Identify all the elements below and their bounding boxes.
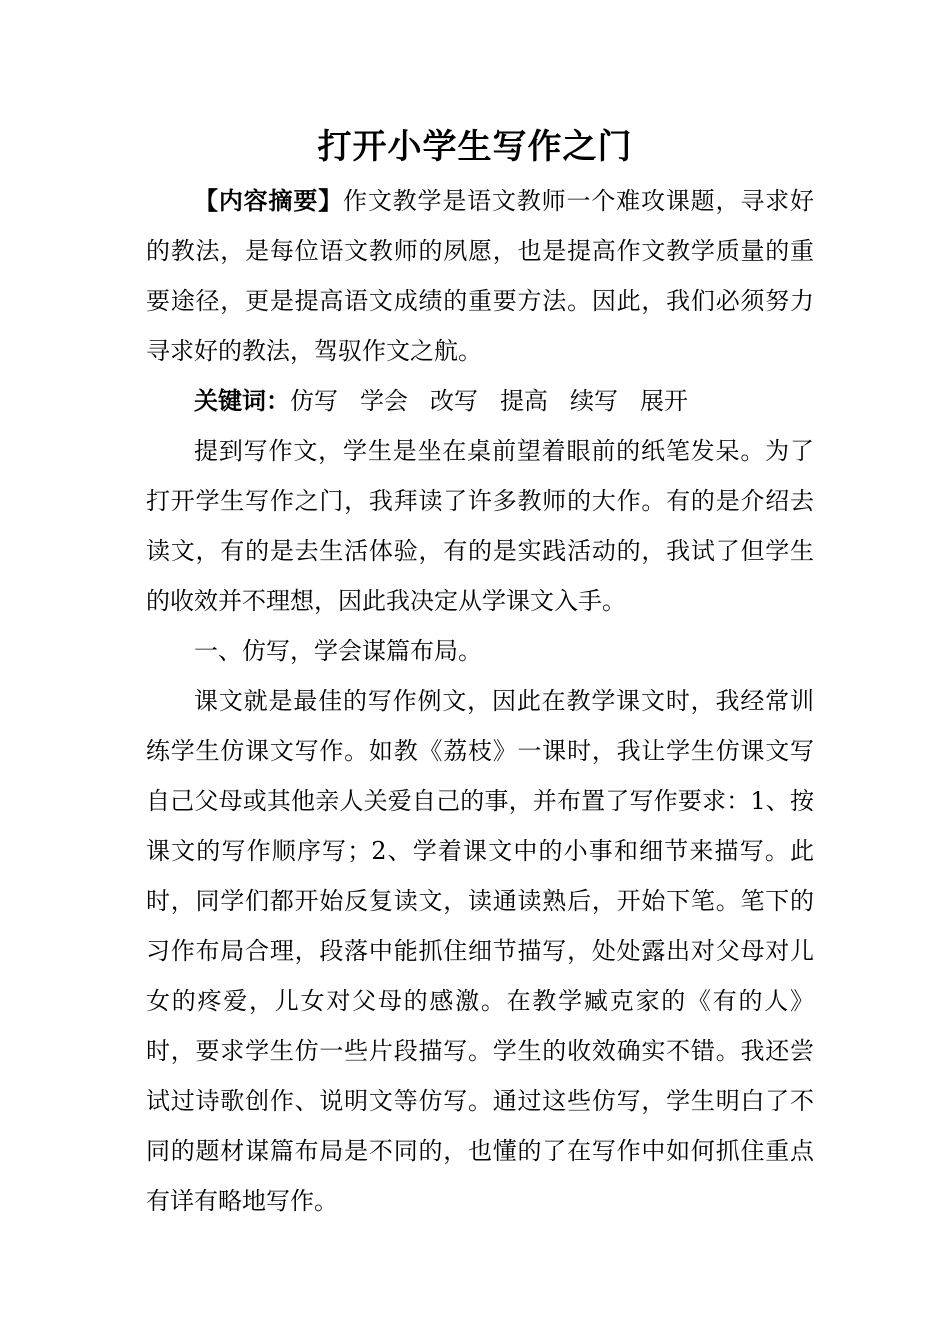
document-title: 打开小学生写作之门 <box>317 127 633 167</box>
keyword-item: 续写 <box>570 387 618 415</box>
document-body <box>146 176 814 1226</box>
keyword-item: 仿写 <box>290 387 338 415</box>
keyword-item: 学会 <box>360 387 408 415</box>
body-paragraph: 提到写作文，学生是坐在桌前望着眼前的纸笔发呆。为了打开学生写作之门，我拜读了许多教师的大作。有的是介绍去读文，有的是去生活体验，有的是实践活动的，我试了但学生的收效并不理想，因此我决定从学课文入手。 <box>146 437 814 615</box>
abstract-paragraph <box>146 176 814 376</box>
keywords-paragraph <box>146 376 814 426</box>
keywords-label: 关键词： <box>194 386 290 415</box>
section-heading: 一、仿写，学会谋篇布局。 <box>194 637 482 665</box>
keyword-item: 改写 <box>430 387 478 415</box>
abstract-label: 【内容摘要】 <box>194 186 343 215</box>
abstract-text: 作文教学是语文教师一个难攻课题，寻求好的教法，是每位语文教师的夙愿，也是提高作文教学质量的重要途径，更是提高语文成绩的重要方法。因此，我们必须努力寻求好的教法，驾驭作文之航。 <box>146 187 814 365</box>
body-paragraph: 课文就是最佳的写作例文，因此在教学课文时，我经常训练学生仿课文写作。如教《荔枝》一课时，我让学生仿课文写自己父母或其他亲人关爱自己的事，并布置了写作要求：1、按课文的写作顺序写；2、学着课文中的小事和细节来描写。此时，同学们都开始反复读文，读通读熟后，开始下笔。笔下的习作布局合理，段落中能抓住细节描写，处处露出对父母对儿女的疼爱，儿女对父母的感激。在教学臧克家的《有的人》时，要求学生仿一些片段描写。学生的收效确实不错。我还尝试过诗歌创作、说明文等仿写。通过这些仿写，学生明白了不同的题材谋篇布局是不同的，也懂的了在写作中如何抓住重点有详有略地写作。 <box>146 687 814 1215</box>
keyword-item: 展开 <box>640 387 688 415</box>
keyword-item: 提高 <box>500 387 548 415</box>
